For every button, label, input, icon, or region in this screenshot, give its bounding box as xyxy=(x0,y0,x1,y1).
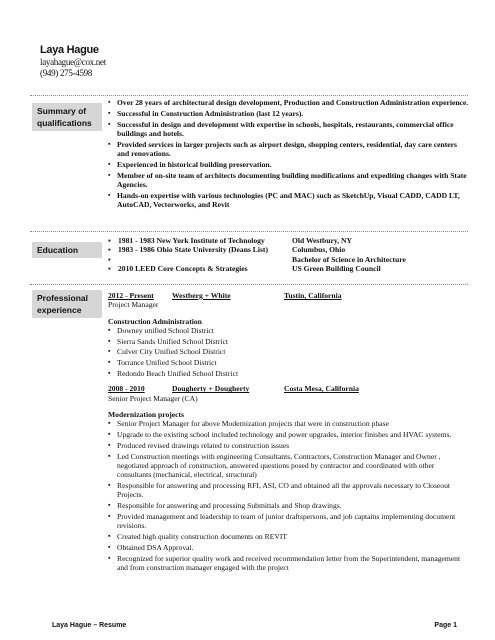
job-list xyxy=(108,419,470,572)
footer-title: Laya Hague – Resume xyxy=(52,622,127,629)
summary-label: Summary of qualifications xyxy=(32,103,102,131)
resume-header xyxy=(40,44,106,79)
job-list xyxy=(108,326,470,378)
list-item: ▪ Redondo Beach Unified School District xyxy=(108,369,470,378)
education-row: ▪ 2010 LEED Core Concepts & Strategies US Green Building Council xyxy=(108,263,381,273)
section-divider xyxy=(30,95,468,96)
email-text: layahague@cox.net xyxy=(40,57,106,67)
bullet-icon: ▪ xyxy=(108,254,111,264)
list-item: ▪ Led Construction meetings with engineering Consultants, Contractors, Construction Manager and Owner , negotiated approach of construction, answered questions posed by contractor and coordinated with other consultants (mechanical, electrical, structural) xyxy=(108,452,470,480)
experience-section xyxy=(108,291,470,574)
job-heading: 2012 - Present Westberg + White Tustin, California xyxy=(108,291,342,300)
list-item: ▪ Provided services in larger projects such as airport design, shopping centers, residential, day care centers and renovations. xyxy=(108,140,470,159)
list-item: ▪ Provided management and leadership to team of junior draftspersons, and job captains implementing document revisions. xyxy=(108,512,470,531)
list-item: ▪ Culver City Unified School District xyxy=(108,347,470,356)
education-row: ▪ Bachelor of Science in Architecture xyxy=(108,254,406,264)
job-role: Senior Project Manager (CA) xyxy=(108,393,198,403)
education-label: Education xyxy=(32,242,102,258)
list-item: ▪ Responsible for answering and processing Submittals and Shop drawings. xyxy=(108,501,470,510)
list-item: ▪ Over 28 years of architectural design development, Production and Construction Administration experience. xyxy=(108,98,470,107)
list-item: ▪ Responsible for answering and processing RFI, ASI, CO and obtained all the approvals necessary to Closeout Projects. xyxy=(108,481,470,500)
list-item: ▪ Recognized for superior quality work and received recommendation letter from the Superintendent, management and from construction manager engaged with the project xyxy=(108,554,470,573)
list-item: ▪ Experienced in historical building preservation. xyxy=(108,160,470,169)
list-item: ▪ Obtained DSA Approval. xyxy=(108,543,470,552)
bullet-icon: ▪ xyxy=(108,263,111,273)
bullet-icon: ▪ xyxy=(108,245,111,255)
list-item: ▪ Successful in Construction Administration (last 12 years). xyxy=(108,109,470,118)
list-item: ▪ Member of on-site team of architects documenting building modifications and expediting changes with State Agencies. xyxy=(108,171,470,190)
education-row: ▪ 1983 - 1986 Ohio State University (Deans List) Columbus, Ohio xyxy=(108,245,346,255)
list-item: ▪ Sierra Sands Unified School District xyxy=(108,337,470,346)
list-item: ▪ Successful in design and development with expertise in schools, hospitals, restaurants, commercial office buildings and hotels. xyxy=(108,120,470,139)
job-role: Project Manager xyxy=(108,300,159,310)
experience-label: Professional experience xyxy=(32,290,102,318)
education-section xyxy=(108,236,470,273)
list-item: ▪ Upgrade to the existing school included technology and power upgrades, interior finishes and HVAC systems. xyxy=(108,430,470,439)
summary-list xyxy=(108,98,470,209)
page-number: Page 1 xyxy=(434,622,457,629)
summary-section xyxy=(108,98,470,211)
bullet-icon: ▪ xyxy=(108,236,111,245)
list-item: ▪ Hands-on expertise with various technologies (PC and MAC) such as SketchUp, Visual CADD, CADD LT, AutoCAD, Vectorworks, and Revit xyxy=(108,191,470,210)
job-heading: 2008 - 2010 Dougherty + Dougherty Costa Mesa, California xyxy=(108,384,359,394)
list-item: ▪ Downey unified School District xyxy=(108,326,470,335)
page-footer xyxy=(52,622,457,629)
list-item: ▪ Created high quality construction documents on REVIT xyxy=(108,532,470,541)
list-item: ▪ Produced revised drawings related to construction issues xyxy=(108,441,470,450)
education-row: ▪ 1981 - 1983 New York Institute of Technology Old Westbury, NY xyxy=(108,236,352,245)
list-item: ▪ Torrance Unified School District xyxy=(108,358,470,367)
phone-text: (949) 275-4598 xyxy=(40,68,93,78)
candidate-name: Laya Hague xyxy=(40,44,99,56)
section-divider xyxy=(30,284,468,285)
job-subheading: Modernization projects xyxy=(108,409,184,419)
list-item: ▪ Senior Project Manager for above Modernization projects that were in construction phase xyxy=(108,419,470,428)
section-divider xyxy=(30,231,468,232)
job-subheading: Construction Administration xyxy=(108,316,202,326)
